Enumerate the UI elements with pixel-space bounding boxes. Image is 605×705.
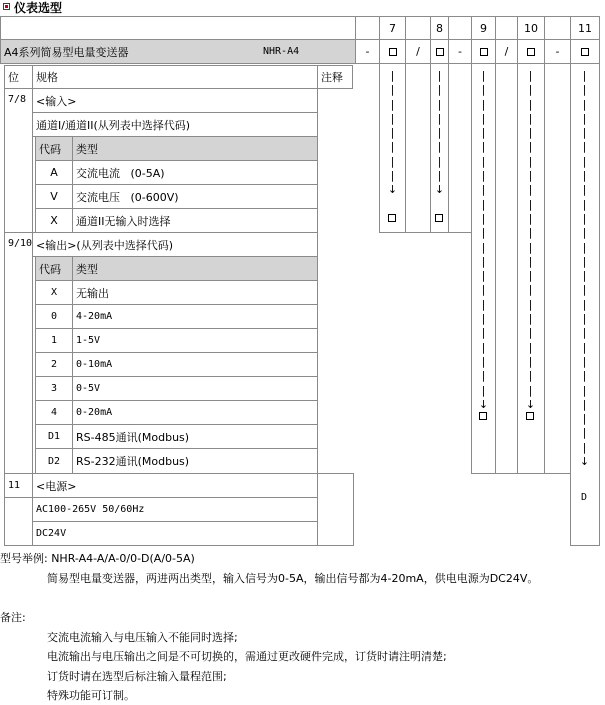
remarks-label: 备注: xyxy=(0,611,26,624)
slot-11[interactable] xyxy=(570,39,600,64)
header-col-7: 7 xyxy=(379,16,406,40)
header-sep-2 xyxy=(405,16,431,40)
header-blank xyxy=(0,16,356,40)
sep-slash-2: / xyxy=(495,39,518,64)
remark-item: 特殊功能可订制。 xyxy=(47,689,135,702)
example-label: 型号举例: NHR-A4-A/A-0/0-D(A/0-5A) xyxy=(0,552,195,565)
slot-8[interactable] xyxy=(430,39,449,64)
col11-marker: D xyxy=(581,492,588,503)
remark-item: 订货时请在选型后标注输入量程范围; xyxy=(47,670,227,683)
input-type-x: 通道II无输入时选择 xyxy=(72,208,318,233)
input-title: <输入> xyxy=(32,88,318,113)
col9-gap xyxy=(495,63,518,474)
header-sep-4 xyxy=(495,16,518,40)
slot-9[interactable] xyxy=(471,39,496,64)
col10-guide: | | | | | | | | | | | | | | | | | | | | | | | ↓ xyxy=(525,69,536,411)
model-name: A4系列简易型电量变送器 xyxy=(4,45,129,59)
col7-guide: | | | | | | | | ↓ xyxy=(387,69,398,197)
output-type-header: 类型 xyxy=(72,256,318,281)
output-code-4: 4 xyxy=(35,400,73,425)
input-pos: 7/8 xyxy=(4,88,33,233)
remark-item: 交流电流输入与电压输入不能同时选择; xyxy=(47,631,238,644)
output-title: <输出>(从列表中选择代码) xyxy=(32,232,318,257)
output-type-d2: RS-232通讯(Modbus) xyxy=(72,448,318,474)
input-type-a: 交流电流 (0-5A) xyxy=(72,160,318,185)
remark-item: 电流输出与电压输出之间是不可切换的，需通过更改硬件完成，订货时请注明清楚; xyxy=(47,650,447,663)
slot-9-box-icon xyxy=(480,48,488,56)
output-code-2: 2 xyxy=(35,352,73,377)
power-pos: 11 xyxy=(4,473,33,498)
output-type-x: 无输出 xyxy=(72,280,318,305)
spec-header: 规格 xyxy=(32,65,318,89)
sep-dash-3: - xyxy=(544,39,571,64)
power-notes xyxy=(317,473,354,546)
col9-end-box-icon xyxy=(479,410,487,423)
pos-header: 位 xyxy=(4,65,33,89)
sep-dash-1: - xyxy=(355,39,380,64)
input-code-a: A xyxy=(35,160,73,185)
slot-10-box-icon xyxy=(527,48,535,56)
header-col-10: 10 xyxy=(517,16,545,40)
slot-7[interactable] xyxy=(379,39,406,64)
header-col-9: 9 xyxy=(471,16,496,40)
col11-guide: | | | | | | | | | | | | | | | | | | | | | | | | | | | ↓ xyxy=(579,69,590,469)
slot-10[interactable] xyxy=(517,39,545,64)
output-type-2: 0-10mA xyxy=(72,352,318,377)
header-sep-3 xyxy=(448,16,472,40)
slot-11-box-icon xyxy=(581,48,589,56)
output-code-x: X xyxy=(35,280,73,305)
output-code-d2: D2 xyxy=(35,448,73,474)
input-code-header: 代码 xyxy=(35,136,73,161)
power-ac: AC100-265V 50/60Hz xyxy=(32,497,318,522)
input-desc: 通道I/通道II(从列表中选择代码) xyxy=(32,112,318,137)
col7-end-box-icon xyxy=(388,212,396,225)
title-bullet-icon xyxy=(3,3,10,10)
power-title: <电源> xyxy=(32,473,318,498)
output-code-3: 3 xyxy=(35,376,73,401)
output-type-0: 4-20mA xyxy=(72,304,318,329)
power-pos-blank xyxy=(4,497,33,546)
power-dc: DC24V xyxy=(32,521,318,546)
output-type-3: 0-5V xyxy=(72,376,318,401)
output-pos: 9/10 xyxy=(4,232,33,474)
input-type-v: 交流电压 (0-600V) xyxy=(72,184,318,209)
notes-header: 注释 xyxy=(317,65,353,89)
col9-guide: | | | | | | | | | | | | | | | | | | | | | | | ↓ xyxy=(478,69,489,411)
slot-8-box-icon xyxy=(436,48,444,56)
col10-end-box-icon xyxy=(526,410,534,423)
col8-guide: | | | | | | | | ↓ xyxy=(434,69,445,197)
input-code-v: V xyxy=(35,184,73,209)
sep-slash-1: / xyxy=(405,39,431,64)
output-type-d1: RS-485通讯(Modbus) xyxy=(72,424,318,449)
model-code: NHR-A4 xyxy=(263,46,300,57)
input-type-header: 类型 xyxy=(72,136,318,161)
input-code-x: X xyxy=(35,208,73,233)
col7-gap xyxy=(405,63,431,233)
slot-7-box-icon xyxy=(389,48,397,56)
header-col-8: 8 xyxy=(430,16,449,40)
model-name-cell xyxy=(0,39,356,64)
output-code-header: 代码 xyxy=(35,256,73,281)
col8-gap xyxy=(448,63,472,233)
output-code-0: 0 xyxy=(35,304,73,329)
col8-end-box-icon xyxy=(435,212,443,225)
example-text: 简易型电量变送器，两进两出类型，输入信号为0-5A，输出信号都为4-20mA，供电电源为DC24V。 xyxy=(47,572,539,585)
col10-gap xyxy=(544,63,571,474)
header-sep-1 xyxy=(355,16,380,40)
output-code-1: 1 xyxy=(35,328,73,353)
sep-dash-2: - xyxy=(448,39,472,64)
output-type-4: 0-20mA xyxy=(72,400,318,425)
output-code-d1: D1 xyxy=(35,424,73,449)
header-sep-5 xyxy=(544,16,571,40)
page-title: 仪表选型 xyxy=(14,1,63,15)
output-type-1: 1-5V xyxy=(72,328,318,353)
header-col-11: 11 xyxy=(570,16,600,40)
